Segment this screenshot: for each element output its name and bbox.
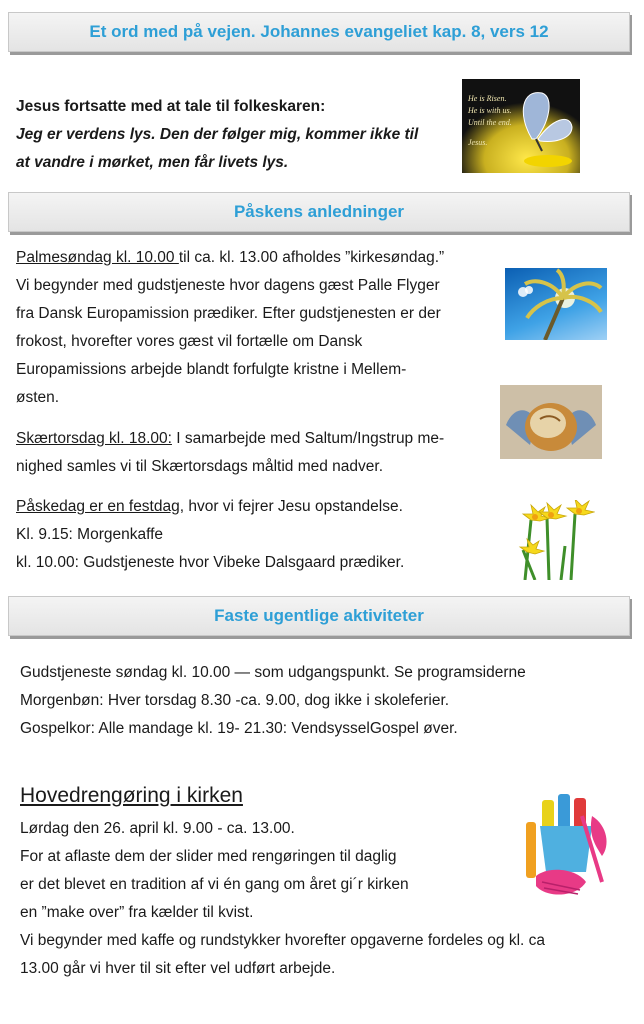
cleaning-line-5: Vi begynder med kaffe og rundstykker hvorefter opgaverne fordeles og kl. ca: [20, 932, 546, 949]
daffodils-image: [505, 500, 595, 580]
quote-intro: Jesus fortsatte med at tale til folkeskaren:: [16, 98, 326, 115]
butterfly-image: [462, 79, 580, 173]
weekly-banner: [8, 596, 630, 636]
bread-image: [500, 385, 602, 459]
weekly-line-3: Gospelkor: Alle mandage kl. 19- 21.30: VendsysselGospel øver.: [20, 720, 458, 737]
maundy-label: Skærtorsdag kl. 18.00:: [16, 430, 172, 447]
cleaning-line-2: For at aflaste dem der slider med rengøringen til daglig: [20, 848, 397, 865]
weekly-banner-title: Faste ugentlige aktiviteter: [214, 606, 424, 625]
quote-banner-title: Et ord med på vejen. Johannes evangeliet kap. 8, vers 12: [89, 22, 549, 41]
palm-tree-image: [505, 268, 607, 340]
maundy-line-1: I samarbejde med Saltum/Ingstrup me-: [171, 430, 445, 447]
cleaning-section: [20, 815, 545, 983]
palm-line-4: frokost, hvorefter vores gæst vil fortælle om Dansk: [16, 333, 363, 350]
butterfly-caption: He is Risen. He is with us. Until the end. Jesus.: [468, 94, 512, 147]
easter-day-line-3: kl. 10.00: Gudstjeneste hvor Vibeke Dalsgaard prædiker.: [16, 554, 405, 571]
weekly-line-2: Morgenbøn: Hver torsdag 8.30 -ca. 9.00, dog ikke i skoleferier.: [20, 692, 450, 709]
quote-line-2: at vandre i mørket, men får livets lys.: [16, 154, 289, 171]
cleaning-line-4: en ”make over” fra kælder til kvist.: [20, 904, 254, 921]
cleaning-heading: Hovedrengøring i kirken: [20, 784, 243, 807]
cleaning-line-1: Lørdag den 26. april kl. 9.00 - ca. 13.00.: [20, 820, 295, 837]
cleaning-line-6: 13.00 går vi hver til sit efter vel udført arbejde.: [20, 960, 336, 977]
maundy-thursday-section: [16, 425, 444, 481]
palm-line-6: østen.: [16, 389, 60, 406]
easter-banner: [8, 192, 630, 232]
palm-sunday-label: Palmesøndag kl. 10.00: [16, 249, 179, 266]
quote-line-1: Jeg er verdens lys. Den der følger mig, kommer ikke til: [16, 126, 419, 143]
palm-line-5: Europamissions arbejde blandt forfulgte kristne i Mellem-: [16, 361, 407, 378]
palm-line-1: til ca. kl. 13.00 afholdes ”kirkesøndag.”: [178, 249, 445, 266]
easter-day-label: Påskedag er en festdag: [16, 498, 180, 515]
cleaning-supplies-image: [522, 786, 614, 902]
easter-banner-title: Påskens anledninger: [233, 202, 405, 221]
palm-sunday-section: [16, 244, 444, 412]
easter-day-section: [16, 493, 404, 577]
weekly-line-1: Gudstjeneste søndag kl. 10.00 — som udgangspunkt. Se programsiderne: [20, 664, 526, 681]
quote-banner: [8, 12, 630, 52]
easter-day-line-2: Kl. 9.15: Morgenkaffe: [16, 526, 164, 543]
palm-line-2: Vi begynder med gudstjeneste hvor dagens gæst Palle Flyger: [16, 277, 440, 294]
quote-text: [16, 93, 418, 177]
maundy-line-2: nighed samles vi til Skærtorsdags måltid med nadver.: [16, 458, 383, 475]
cleaning-line-3: er det blevet en tradition af vi én gang om året gi´r kirken: [20, 876, 409, 893]
palm-line-3: fra Dansk Europamission prædiker. Efter gudstjenesten er der: [16, 305, 441, 322]
easter-day-line-1: , hvor vi fejrer Jesu opstandelse.: [179, 498, 403, 515]
weekly-activities: [20, 659, 526, 743]
